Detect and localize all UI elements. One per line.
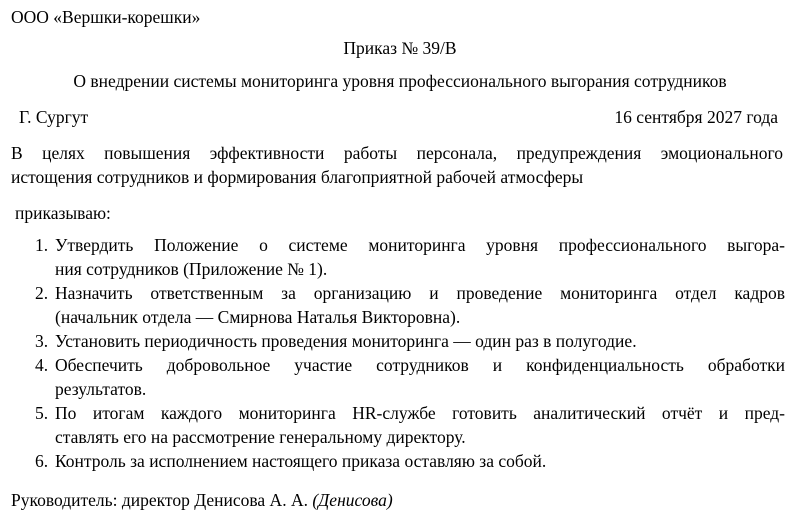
preamble-line: В целях повышения эффективности работы персонала, предупреждения эмоционального bbox=[11, 143, 783, 163]
signature-block bbox=[11, 488, 393, 512]
order-subject: О внедрении системы мониторинга уровня профессионального выгорания сотрудников bbox=[73, 71, 727, 91]
order-item-number: 1. bbox=[35, 235, 49, 255]
order-item-number: 6. bbox=[35, 451, 49, 471]
order-item-line: Установить периодичность проведения мониторинга — один раз в полугодие. bbox=[55, 331, 637, 351]
order-item bbox=[35, 401, 785, 449]
order-items-list bbox=[35, 233, 785, 473]
order-item-line: Контроль за исполнением настоящего приказа оставляю за собой. bbox=[55, 451, 547, 471]
order-item-line: результатов. bbox=[55, 379, 147, 399]
order-item-line: ния сотрудников (Приложение № 1). bbox=[55, 259, 328, 279]
order-item-line: (начальник отдела — Смирнова Наталья Викторовна). bbox=[55, 307, 461, 327]
order-item-line: ставлять его на рассмотрение генеральному директору. bbox=[55, 427, 466, 447]
order-item-line: По итогам каждого мониторинга HR-службе готовить аналитический отчёт и пред- bbox=[55, 403, 785, 423]
order-item bbox=[35, 449, 785, 473]
order-item bbox=[35, 233, 785, 281]
organization-name: ООО «Вершки-корешки» bbox=[11, 7, 201, 27]
order-city: Г. Сургут bbox=[19, 107, 89, 127]
order-date: 16 сентября 2027 года bbox=[614, 107, 778, 127]
preamble-line: истощения сотрудников и формирования благоприятной рабочей атмосферы bbox=[11, 167, 584, 187]
order-item-line: Назначить ответственным за организацию и проведение мониторинга отдел кадров bbox=[55, 283, 785, 303]
order-item-line: Обеспечить добровольное участие сотрудников и конфиденциальность обработки bbox=[55, 355, 785, 375]
preamble bbox=[11, 141, 783, 189]
order-item bbox=[35, 281, 785, 329]
order-item-number: 2. bbox=[35, 283, 49, 303]
order-word: приказываю: bbox=[15, 203, 111, 223]
signature-label: Руководитель: директор Денисова А. А. bbox=[11, 490, 308, 510]
order-item bbox=[35, 329, 785, 353]
order-item bbox=[35, 353, 785, 401]
order-item-line: Утвердить Положение о системе мониторинга уровня профессионального выгора- bbox=[55, 235, 785, 255]
order-item-number: 5. bbox=[35, 403, 49, 423]
order-item-number: 3. bbox=[35, 331, 49, 351]
order-item-number: 4. bbox=[35, 355, 49, 375]
signature-handwritten: (Денисова) bbox=[312, 490, 393, 510]
order-title: Приказ № 39/В bbox=[343, 38, 457, 58]
